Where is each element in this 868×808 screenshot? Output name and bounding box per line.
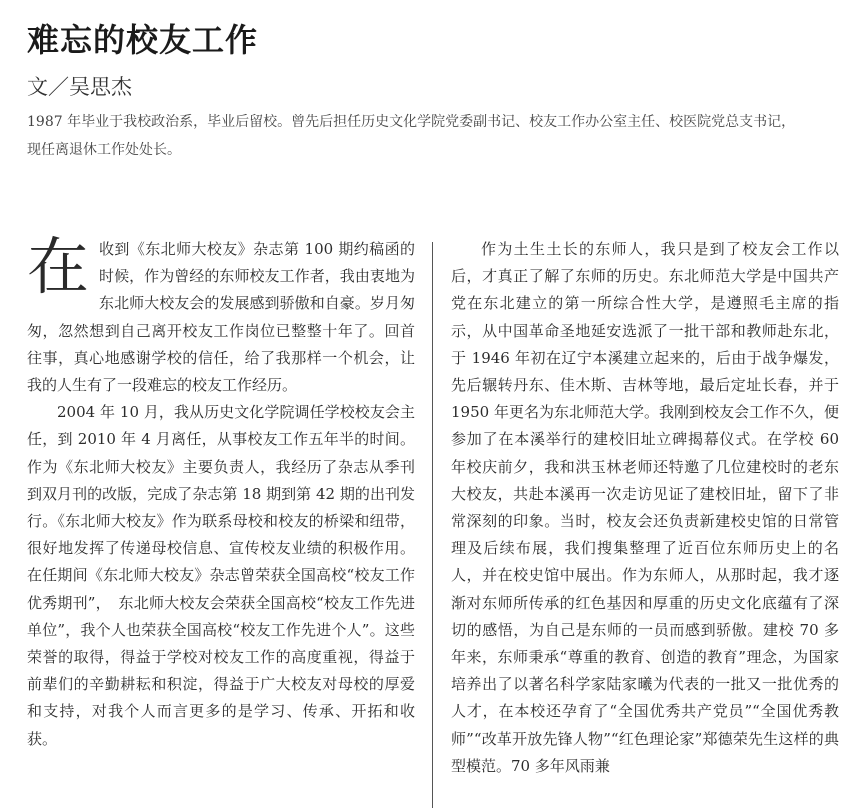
left-paragraph-2: 2004 年 10 月，我从历史文化学院调任学校校友会主任，到 2010 年 4 月离任，从事校友工作五年半的时间。作为《东北师大校友》主要负责人，我经历了杂志从季刊到双月刊的改版，完成了杂志第 18 期到第 42 期的出刊发行。《东北师大校友》作为联系母校和校友的桥梁和纽带，很好地发挥了传递母校信息、宣传校友业绩的积极作用。在任期间《东北师大校友》杂志曾荣获全国高校“校友工作优秀期刊”， 东北师大校友会荣获全国高校“校友工作先进单位”，我个人也荣获全国高校“校友工作先进个人”。这些荣誉的取得，得益于学校对校友工作的高度重视，得益于前辈们的辛勤耕耘和积淀，得益于广大校友对母校的厚爱和支持，对我个人而言更多的是学习、传承、开拓和收获。 (27, 403, 415, 748)
left-paragraph-1-text: 收到《东北师大校友》杂志第 100 期约稿函的时候，作为曾经的东师校友工作者，我由衷地为东北师大校友会的发展感到骄傲和自豪。岁月匆匆，忽然想到自己离开校友工作岗位已整整十年了。回首往事，真心地感谢学校的信任，给了我那样一个机会，让我的人生有了一段难忘的校友工作经历。 (27, 240, 415, 395)
article-left-column (27, 230, 415, 753)
column-divider (432, 242, 433, 808)
left-paragraph-1 (27, 230, 415, 399)
article-right-column (451, 236, 839, 780)
drop-cap: 在 (27, 230, 90, 303)
author-byline: 文／吴思杰 (27, 75, 132, 99)
article-title: 难忘的校友工作 (27, 21, 259, 59)
right-paragraph-1: 作为土生土长的东师人，我只是到了校友会工作以后，才真正了解了东师的历史。东北师范大学是中国共产党在东北建立的第一所综合性大学，是遵照毛主席的指示，从中国革命圣地延安选派了一批干部和教师赴东北，于 1946 年初在辽宁本溪建立起来的，后由于战争爆发，先后辗转丹东、佳木斯、吉林等地，最后定址长春，并于 1950 年更名为东北师范大学。我刚到校友会工作不久，便参加了在本溪举行的建校旧址立碑揭幕仪式。在学校 60 年校庆前夕，我和洪玉林老师还特邀了几位建校时的老东大校友，共赴本溪再一次走访见证了建校旧址，留下了非常深刻的印象。当时，校友会还负责新建校史馆的日常管理及后续布展，我们搜集整理了近百位东师历史上的名人，并在校史馆中展出。作为东师人，从那时起，我才逐渐对东师所传承的红色基因和厚重的历史文化底蕴有了深切的感悟，为自己是东师的一员而感到骄傲。建校 70 多年来，东师秉承“尊重的教育、创造的教育”理念，为国家培养出了以著名科学家陆家曦为代表的一批又一批优秀的人才，在本校还孕育了“全国优秀共产党员”“全国优秀教师”“改革开放先锋人物”“红色理论家”郑德荣先生这样的典型模范。70 多年风雨兼 (451, 240, 839, 775)
author-bio: 1987 年毕业于我校政治系，毕业后留校。曾先后担任历史文化学院党委副书记、校友工作办公室主任、校医院党总支书记，现任离退休工作处处长。 (27, 114, 796, 158)
